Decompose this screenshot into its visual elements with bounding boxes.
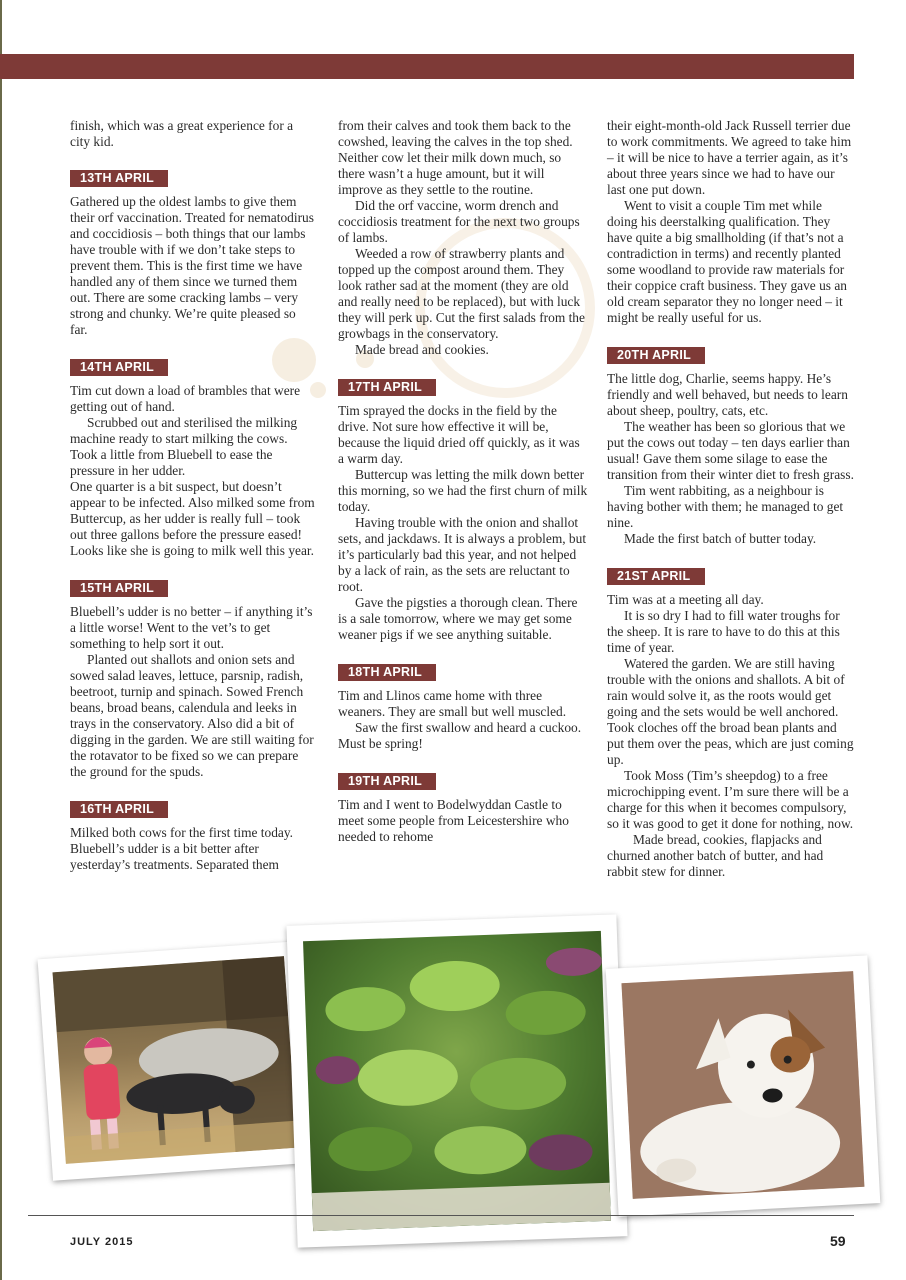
date-heading: 21ST APRIL <box>607 568 705 585</box>
page-edge-rule <box>0 0 2 1280</box>
date-heading: 13TH APRIL <box>70 170 168 187</box>
paragraph: Gathered up the oldest lambs to give them their orf vaccination. Treated for nematodirus and coccidiosis – both things that our lambs have trouble with if we don’t take steps to prevent them. This is the first time we have handled any of them since we turned them out. There are some cracking lambs – very strong and chunky. We’re quite pleased so far. <box>70 194 314 337</box>
paragraph: Scrubbed out and sterilised the milking machine ready to start milking the cows. Took a little from Bluebell to ease the pressure in her udder. <box>70 415 298 478</box>
paragraph: Tim cut down a load of brambles that were getting out of hand. <box>70 383 301 414</box>
date-heading: 15TH APRIL <box>70 580 168 597</box>
date-heading: 17TH APRIL <box>338 379 436 396</box>
terrier-icon <box>621 971 864 1199</box>
paragraph: Buttercup was letting the milk down better this morning, so we had the first churn of milk today. <box>338 467 588 514</box>
date-heading: 20TH APRIL <box>607 347 705 364</box>
photo-frame-terrier <box>606 955 881 1216</box>
date-heading: 16TH APRIL <box>70 801 168 818</box>
issue-date: JULY 2015 <box>70 1236 134 1248</box>
salad-leaves-photo <box>303 931 611 1231</box>
paragraph: Did the orf vaccine, worm drench and coccidiosis treatment for the next two groups of lambs. <box>338 198 580 245</box>
child-with-calf-photo <box>53 956 298 1164</box>
paragraph: Planted out shallots and onion sets and sowed salad leaves, lettuce, parsnip, radish, beetroot, turnip and spinach. Sowed French beans, broad beans, calendula and leeks in trays in the conservatory. Also did a bit of digging in the garden. We are still waiting for the rotavator to be fixed so we can prepare the ground for the spuds. <box>70 652 314 779</box>
paragraph: Tim went rabbiting, as a neighbour is having bother with them; he managed to get nine. <box>607 483 844 530</box>
paragraph: It is so dry I had to fill water troughs for the sheep. It is rare to have to do this at this time of year. <box>607 608 840 655</box>
paragraph: Made bread and cookies. <box>355 342 489 357</box>
paragraph: Weeded a row of strawberry plants and topped up the compost around them. They look rather sad at the moment (they are old and really need to be replaced), but with luck they will perk up. Cut the first salads from the growbags in the conservatory. <box>338 246 585 341</box>
jack-russell-terrier-photo <box>621 971 864 1199</box>
column-1 <box>70 118 316 873</box>
salad-leaves-icon <box>303 931 611 1231</box>
paragraph: Took Moss (Tim’s sheepdog) to a free microchipping event. I’m sure there will be a charge for this when it becomes compulsory, so it was good to get it done for nothing, now. <box>607 768 854 831</box>
paragraph: Tim was at a meeting all day. <box>607 592 764 607</box>
paragraph: Watered the garden. We are still having trouble with the onions and shallots. A bit of rain would solve it, as the roots would get going and the sets would be well anchored. Took cloches off the broad bean plants and put them over the peas, which are just coming up. <box>607 656 854 767</box>
photo-frame-child-calf <box>38 941 313 1181</box>
page-number: 59 <box>830 1233 846 1249</box>
date-heading: 14TH APRIL <box>70 359 168 376</box>
paragraph: Bluebell’s udder is no better – if anything it’s a little worse! Went to the vet’s to get something to help sort it out. <box>70 604 313 651</box>
paragraph: Tim and I went to Bodelwyddan Castle to meet some people from Leicestershire who needed to rehome <box>338 797 569 844</box>
paragraph: Went to visit a couple Tim met while doing his deerstalking qualification. They have quite a big smallholding (if that’s not a contradiction in terms) and recently planted some woodland to provide raw materials for their coppice craft business. They gave us an old cream separator they no longer need – it might be really useful for us. <box>607 198 847 325</box>
paragraph: Saw the first swallow and heard a cuckoo. Must be spring! <box>338 720 582 751</box>
calf-scene-icon <box>53 956 298 1164</box>
paragraph: finish, which was a great experience for a city kid. <box>70 118 294 149</box>
paragraph: Tim sprayed the docks in the field by the drive. Not sure how effective it will be, because the liquid dried off quickly, as it was a warm day. <box>338 403 580 466</box>
column-3 <box>607 118 855 880</box>
paragraph: Made bread, cookies, flapjacks and churned another batch of butter, and had rabbit stew for dinner. <box>607 832 824 879</box>
paragraph: Milked both cows for the first time today. Bluebell’s udder is a bit better after yesterday’s treatments. Separated them <box>70 825 294 872</box>
paragraph: Made the first batch of butter today. <box>624 531 817 546</box>
paragraph: Tim and Llinos came home with three weaners. They are small but well muscled. <box>338 688 567 719</box>
header-band <box>0 54 854 79</box>
date-heading: 19TH APRIL <box>338 773 436 790</box>
paragraph: The little dog, Charlie, seems happy. He’s friendly and well behaved, but needs to learn about sheep, poultry, cats, etc. <box>607 371 848 418</box>
paragraph: Gave the pigsties a thorough clean. There is a sale tomorrow, where we may get some weaner pigs if we see anything suitable. <box>338 595 578 642</box>
footer-rule <box>28 1215 854 1216</box>
date-heading: 18TH APRIL <box>338 664 436 681</box>
photo-frame-salad <box>286 914 627 1247</box>
paragraph: their eight-month-old Jack Russell terrier due to work commitments. We agreed to take him – it will be nice to have a terrier again, as it’s about three years since we had to have our last one put down. <box>607 118 852 197</box>
paragraph: Having trouble with the onion and shallot sets, and jackdaws. It is always a problem, but it’s particularly bad this year, and not helped by a lack of rain, as the sets are reluctant to root. <box>338 515 587 594</box>
paragraph: One quarter is a bit suspect, but doesn’t appear to be infected. Also milked some from Buttercup, as her udder is really full – took out three gallons before the pressure eased! Looks like she is going to milk well this year. <box>70 479 315 558</box>
paragraph: The weather has been so glorious that we put the cows out today – ten days earlier than usual! Gave them some silage to ease the transition from their winter diet to fresh grass. <box>607 419 854 482</box>
paragraph: from their calves and took them back to the cowshed, leaving the calves in the top shed. Neither cow let their milk down much, so there wasn’t a huge amount, but it will improve as they settle to the routine. <box>338 118 573 197</box>
column-2 <box>338 118 588 845</box>
